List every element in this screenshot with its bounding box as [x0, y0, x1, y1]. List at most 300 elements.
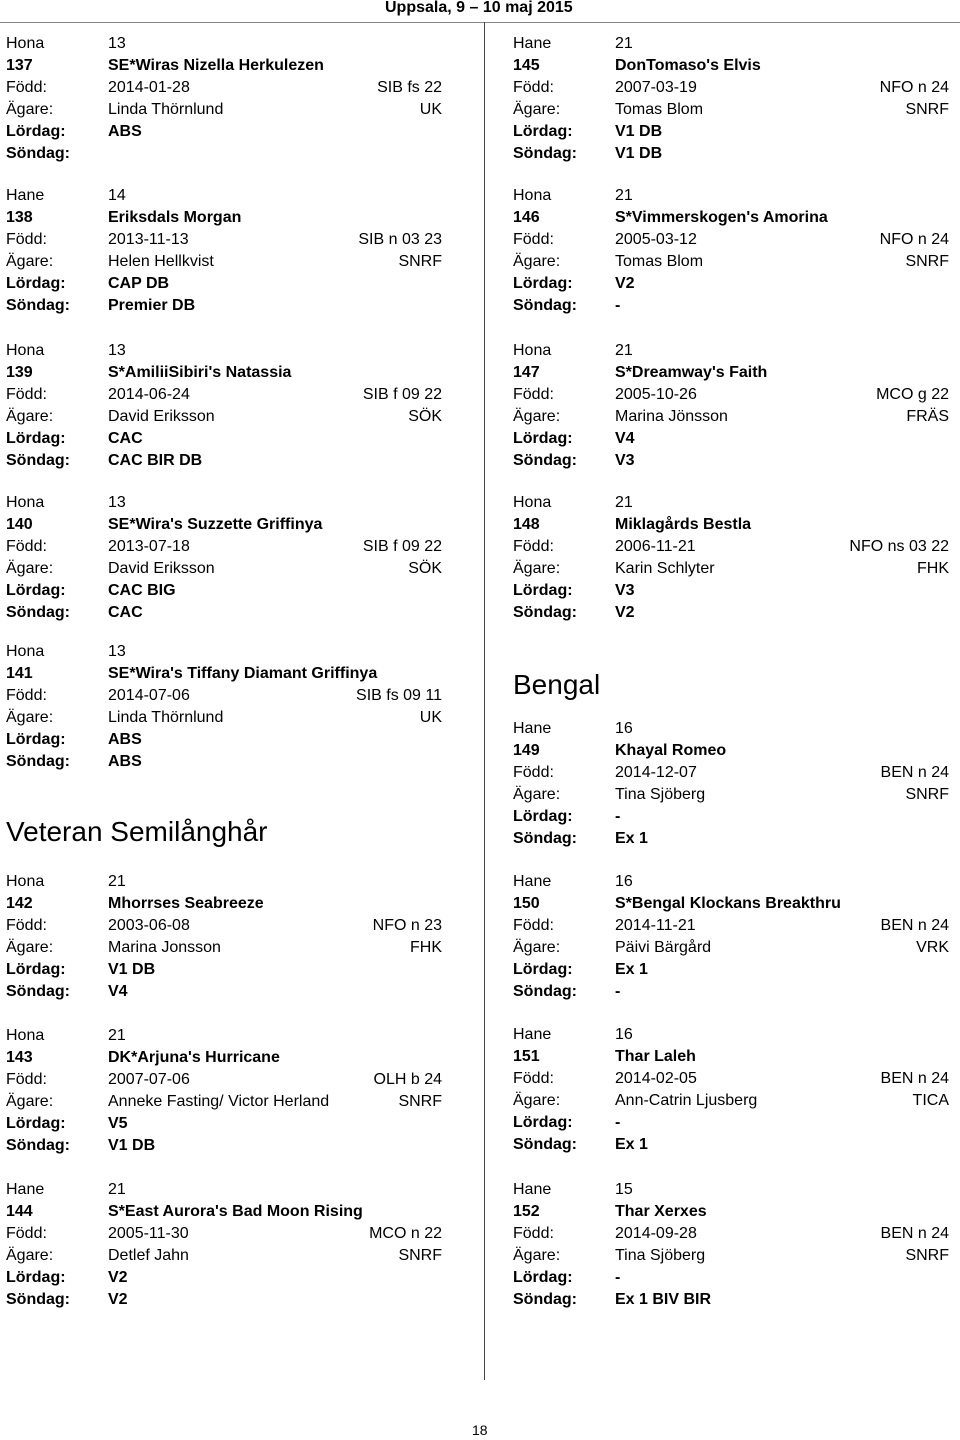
entry-born: 2014-11-21 — [615, 917, 696, 934]
sunday-label: Söndag: — [6, 983, 70, 1000]
entry-row — [6, 981, 446, 1003]
sunday-label: Söndag: — [513, 604, 577, 621]
saturday-label: Lördag: — [6, 961, 66, 978]
entry-row — [513, 1289, 953, 1311]
entry-row — [513, 1090, 953, 1112]
entry-saturday: CAC — [108, 430, 143, 447]
entry-name: Khayal Romeo — [615, 742, 727, 759]
entry-breed: SIB fs 22 — [377, 79, 442, 96]
entry-sex: Hane — [513, 873, 552, 890]
entry-born: 2014-02-05 — [615, 1070, 697, 1087]
entry-sex: Hona — [513, 494, 552, 511]
entry-sex: Hona — [6, 643, 45, 660]
entry-saturday: V2 — [615, 275, 635, 292]
saturday-label: Lördag: — [6, 275, 66, 292]
entry-name: S*AmiliiSibiri's Natassia — [108, 364, 292, 381]
entry-club: SNRF — [905, 253, 949, 270]
entry-number: 146 — [513, 209, 540, 226]
entry-sunday: V1 DB — [615, 145, 663, 162]
catalog-entry — [6, 340, 446, 469]
entry-name: DonTomaso's Elvis — [615, 57, 761, 74]
entry-born: 2005-03-12 — [615, 231, 697, 248]
entry-row — [6, 143, 446, 165]
entry-club: TICA — [912, 1092, 949, 1109]
entry-row — [6, 558, 446, 580]
catalog-entry — [513, 718, 953, 847]
entry-row — [6, 251, 446, 273]
entry-sunday: V1 DB — [108, 1137, 156, 1154]
entry-number: 150 — [513, 895, 540, 912]
entry-club: FRÄS — [906, 408, 949, 425]
entry-born: 2014-07-06 — [108, 687, 190, 704]
sunday-label: Söndag: — [513, 830, 577, 847]
entry-row — [6, 1267, 446, 1289]
entry-row — [513, 1046, 953, 1068]
entry-row — [6, 229, 446, 251]
entry-number: 139 — [6, 364, 33, 381]
entry-name: DK*Arjuna's Hurricane — [108, 1049, 280, 1066]
saturday-label: Lördag: — [513, 275, 573, 292]
entry-saturday: - — [615, 808, 621, 825]
entry-row — [513, 981, 953, 1003]
entry-name: SE*Wira's Tiffany Diamant Griffinya — [108, 665, 378, 682]
entry-saturday: V1 DB — [108, 961, 156, 978]
entry-club: FHK — [410, 939, 442, 956]
entry-sex: Hane — [513, 35, 552, 52]
sunday-label: Söndag: — [6, 1137, 70, 1154]
entry-born: 2014-01-28 — [108, 79, 190, 96]
entry-row — [513, 77, 953, 99]
entry-row — [513, 406, 953, 428]
entry-class: 21 — [615, 187, 633, 204]
entry-row — [513, 362, 953, 384]
entry-sex: Hona — [513, 342, 552, 359]
entry-row — [6, 340, 446, 362]
entry-saturday: V2 — [108, 1269, 128, 1286]
entry-owner: Tomas Blom — [615, 101, 704, 118]
born-label: Född: — [6, 687, 47, 704]
born-label: Född: — [513, 538, 554, 555]
sunday-label: Söndag: — [6, 297, 70, 314]
saturday-label: Lördag: — [513, 582, 573, 599]
entry-class: 21 — [108, 1181, 126, 1198]
entry-name: Thar Laleh — [615, 1048, 696, 1065]
entry-row — [6, 871, 446, 893]
entry-row — [513, 229, 953, 251]
entry-row — [513, 893, 953, 915]
entry-row — [6, 1135, 446, 1157]
entry-class: 21 — [108, 1027, 126, 1044]
entry-row — [513, 143, 953, 165]
entry-name: Miklagårds Bestla — [615, 516, 752, 533]
sunday-label: Söndag: — [6, 604, 70, 621]
entry-club: SNRF — [398, 253, 442, 270]
catalog-entry — [513, 185, 953, 314]
entry-breed: SIB f 09 22 — [362, 538, 442, 555]
entry-number: 152 — [513, 1203, 540, 1220]
owner-label: Ägare: — [513, 560, 561, 577]
entry-row — [6, 207, 446, 229]
entry-club: UK — [419, 101, 442, 118]
entry-row — [6, 428, 446, 450]
entry-breed: NFO n 24 — [879, 79, 949, 96]
entry-name: Eriksdals Morgan — [108, 209, 242, 226]
entry-row — [6, 1025, 446, 1047]
saturday-label: Lördag: — [6, 1115, 66, 1132]
catalog-entry — [6, 185, 446, 314]
catalog-entry — [6, 871, 446, 1000]
catalog-entry — [6, 33, 446, 162]
entry-saturday: V4 — [615, 430, 635, 447]
entry-row — [513, 718, 953, 740]
entry-name: SE*Wira's Suzzette Griffinya — [108, 516, 323, 533]
entry-number: 148 — [513, 516, 540, 533]
born-label: Född: — [6, 231, 47, 248]
entry-row — [513, 273, 953, 295]
entry-class: 13 — [108, 342, 126, 359]
entry-row — [6, 602, 446, 624]
entry-row — [6, 406, 446, 428]
entry-saturday: ABS — [108, 123, 142, 140]
catalog-entry — [513, 33, 953, 162]
entry-name: SE*Wiras Nizella Herkulezen — [108, 57, 324, 74]
entry-breed: OLH b 24 — [373, 1071, 442, 1088]
section-title: Veteran Semilånghår — [6, 816, 268, 847]
entry-owner: Tina Sjöberg — [615, 786, 706, 803]
entry-row — [513, 762, 953, 784]
entry-breed: NFO n 24 — [879, 231, 949, 248]
entry-breed: SIB n 03 23 — [358, 231, 442, 248]
entry-born: 2007-07-06 — [108, 1071, 190, 1088]
catalog-entry — [6, 1025, 446, 1154]
entry-owner: Detlef Jahn — [108, 1247, 189, 1264]
entry-row — [513, 121, 953, 143]
entry-name: S*East Aurora's Bad Moon Rising — [108, 1203, 363, 1220]
entry-sunday: CAC — [108, 604, 143, 621]
entry-row — [6, 33, 446, 55]
born-label: Född: — [513, 1225, 554, 1242]
entry-row — [6, 55, 446, 77]
entry-row — [513, 740, 953, 762]
entry-number: 142 — [6, 895, 33, 912]
entry-row — [6, 514, 446, 536]
born-label: Född: — [513, 231, 554, 248]
entry-row — [513, 251, 953, 273]
entry-sex: Hane — [6, 187, 45, 204]
owner-label: Ägare: — [513, 1247, 561, 1264]
sunday-label: Söndag: — [513, 983, 577, 1000]
entry-name: S*Dreamway's Faith — [615, 364, 768, 381]
entry-row — [513, 1179, 953, 1201]
entry-owner: Tina Sjöberg — [615, 1247, 706, 1264]
entry-breed: SIB fs 09 11 — [356, 687, 442, 704]
owner-label: Ägare: — [6, 709, 54, 726]
entry-born: 2007-03-19 — [615, 79, 697, 96]
entry-owner: Marina Jonsson — [108, 939, 221, 956]
entry-row — [6, 295, 446, 317]
owner-label: Ägare: — [513, 253, 561, 270]
entry-number: 145 — [513, 57, 540, 74]
entry-breed: SIB f 09 22 — [362, 386, 442, 403]
born-label: Född: — [513, 917, 554, 934]
catalog-entry — [6, 1179, 446, 1308]
entry-row — [513, 207, 953, 229]
entry-name: S*Vimmerskogen's Amorina — [615, 209, 828, 226]
entry-sunday: Ex 1 — [615, 830, 648, 847]
entry-saturday: V1 DB — [615, 123, 663, 140]
entry-saturday: CAC BIG — [108, 582, 176, 599]
header-title: Uppsala, 9 – 10 maj 2015 — [385, 0, 573, 16]
entry-born: 2006-11-21 — [615, 538, 696, 555]
entry-row — [513, 602, 953, 624]
born-label: Född: — [6, 386, 47, 403]
entry-row — [513, 558, 953, 580]
entry-club: UK — [419, 709, 442, 726]
owner-label: Ägare: — [6, 253, 54, 270]
born-label: Född: — [6, 538, 47, 555]
entry-number: 149 — [513, 742, 540, 759]
entry-breed: BEN n 24 — [880, 917, 949, 934]
entry-sunday: CAC BIR DB — [108, 452, 203, 469]
sunday-label: Söndag: — [513, 452, 577, 469]
entry-row — [513, 492, 953, 514]
entry-saturday: V3 — [615, 582, 635, 599]
catalog-entry — [6, 641, 446, 770]
entry-saturday: Ex 1 — [615, 961, 648, 978]
entry-name: S*Bengal Klockans Breakthru — [615, 895, 841, 912]
entry-row — [513, 536, 953, 558]
entry-sex: Hane — [513, 1181, 552, 1198]
entry-breed: MCO n 22 — [369, 1225, 442, 1242]
entry-number: 138 — [6, 209, 33, 226]
entry-row — [513, 428, 953, 450]
entry-saturday: - — [615, 1269, 621, 1286]
entry-club: SÖK — [408, 560, 442, 577]
entry-owner: Helen Hellkvist — [108, 253, 214, 270]
entry-row — [6, 937, 446, 959]
owner-label: Ägare: — [513, 1092, 561, 1109]
page-number: 18 — [472, 1422, 488, 1438]
entry-owner: Tomas Blom — [615, 253, 704, 270]
entry-row — [6, 1201, 446, 1223]
saturday-label: Lördag: — [6, 123, 66, 140]
section-title: Bengal — [513, 669, 601, 700]
entry-class: 15 — [615, 1181, 633, 1198]
entry-row — [6, 1069, 446, 1091]
entry-number: 137 — [6, 57, 33, 74]
entry-owner: David Eriksson — [108, 408, 215, 425]
saturday-label: Lördag: — [513, 1269, 573, 1286]
entry-row — [513, 1024, 953, 1046]
entry-class: 16 — [615, 720, 633, 737]
saturday-label: Lördag: — [513, 430, 573, 447]
entry-number: 151 — [513, 1048, 540, 1065]
entry-row — [513, 384, 953, 406]
saturday-label: Lördag: — [513, 808, 573, 825]
entry-owner: Marina Jönsson — [615, 408, 728, 425]
entry-sunday: V4 — [108, 983, 128, 1000]
entry-row — [6, 450, 446, 472]
entry-number: 147 — [513, 364, 540, 381]
catalog-entry — [513, 1179, 953, 1308]
entry-sex: Hane — [6, 1181, 45, 1198]
sunday-label: Söndag: — [513, 1291, 577, 1308]
entry-born: 2014-06-24 — [108, 386, 190, 403]
owner-label: Ägare: — [6, 101, 54, 118]
sunday-label: Söndag: — [6, 452, 70, 469]
saturday-label: Lördag: — [6, 1269, 66, 1286]
entry-row — [6, 1047, 446, 1069]
entry-sex: Hane — [513, 1026, 552, 1043]
entry-number: 140 — [6, 516, 33, 533]
entry-row — [6, 99, 446, 121]
saturday-label: Lördag: — [6, 582, 66, 599]
entry-row — [513, 828, 953, 850]
entry-row — [6, 751, 446, 773]
entry-row — [6, 580, 446, 602]
born-label: Född: — [6, 1225, 47, 1242]
catalog-entry — [513, 492, 953, 621]
entry-row — [513, 340, 953, 362]
entry-born: 2014-12-07 — [615, 764, 697, 781]
entry-owner: Karin Schlyter — [615, 560, 715, 577]
born-label: Född: — [513, 79, 554, 96]
entry-row — [513, 784, 953, 806]
entry-breed: BEN n 24 — [880, 1225, 949, 1242]
owner-label: Ägare: — [6, 560, 54, 577]
entry-saturday: - — [615, 1114, 621, 1131]
entry-number: 143 — [6, 1049, 33, 1066]
entry-born: 2003-06-08 — [108, 917, 190, 934]
born-label: Född: — [6, 1071, 47, 1088]
entry-name: Thar Xerxes — [615, 1203, 707, 1220]
entry-breed: NFO n 23 — [372, 917, 442, 934]
entry-sunday: Premier DB — [108, 297, 196, 314]
entry-class: 13 — [108, 35, 126, 52]
entry-sex: Hona — [6, 35, 45, 52]
entry-row — [513, 1245, 953, 1267]
entry-class: 16 — [615, 873, 633, 890]
entry-sex: Hona — [6, 342, 45, 359]
born-label: Född: — [6, 917, 47, 934]
entry-row — [6, 893, 446, 915]
entry-club: SNRF — [905, 1247, 949, 1264]
entry-row — [513, 937, 953, 959]
entry-class: 21 — [615, 494, 633, 511]
entry-number: 144 — [6, 1203, 33, 1220]
entry-row — [513, 1112, 953, 1134]
column-divider — [484, 22, 485, 1380]
sunday-label: Söndag: — [6, 1291, 70, 1308]
entry-row — [513, 55, 953, 77]
entry-sunday: - — [615, 983, 621, 1000]
owner-label: Ägare: — [513, 786, 561, 803]
entry-row — [513, 871, 953, 893]
owner-label: Ägare: — [6, 939, 54, 956]
entry-owner: David Eriksson — [108, 560, 215, 577]
sunday-label: Söndag: — [6, 145, 70, 162]
entry-row — [6, 685, 446, 707]
entry-row — [6, 77, 446, 99]
saturday-label: Lördag: — [513, 961, 573, 978]
entry-row — [6, 492, 446, 514]
entry-row — [6, 1223, 446, 1245]
entry-row — [6, 536, 446, 558]
entry-row — [6, 729, 446, 751]
owner-label: Ägare: — [513, 939, 561, 956]
entry-sex: Hona — [6, 494, 45, 511]
entry-sunday: - — [615, 297, 621, 314]
entry-row — [6, 707, 446, 729]
entry-sunday: Ex 1 — [615, 1136, 648, 1153]
entry-club: FHK — [917, 560, 949, 577]
entry-row — [6, 384, 446, 406]
entry-row — [6, 641, 446, 663]
saturday-label: Lördag: — [6, 731, 66, 748]
entry-sunday: V2 — [615, 604, 635, 621]
entry-row — [513, 1201, 953, 1223]
entry-sunday: ABS — [108, 753, 142, 770]
entry-row — [6, 1113, 446, 1135]
entry-club: SNRF — [905, 101, 949, 118]
entry-saturday: V5 — [108, 1115, 128, 1132]
catalog-entry — [513, 1024, 953, 1153]
right-column — [513, 0, 953, 1440]
entry-row — [513, 33, 953, 55]
born-label: Född: — [513, 764, 554, 781]
entry-row — [513, 806, 953, 828]
entry-row — [513, 1267, 953, 1289]
entry-sex: Hane — [513, 720, 552, 737]
entry-born: 2005-11-30 — [108, 1225, 189, 1242]
entry-row — [6, 1091, 446, 1113]
entry-row — [6, 1245, 446, 1267]
entry-sex: Hona — [513, 187, 552, 204]
entry-club: SÖK — [408, 408, 442, 425]
born-label: Född: — [513, 386, 554, 403]
entry-row — [6, 959, 446, 981]
entry-born: 2005-10-26 — [615, 386, 697, 403]
saturday-label: Lördag: — [513, 1114, 573, 1131]
entry-name: Mhorrses Seabreeze — [108, 895, 264, 912]
entry-club: VRK — [916, 939, 949, 956]
entry-row — [513, 1223, 953, 1245]
sunday-label: Söndag: — [513, 297, 577, 314]
entry-club: SNRF — [398, 1093, 442, 1110]
born-label: Född: — [513, 1070, 554, 1087]
entry-sunday: V2 — [108, 1291, 128, 1308]
entry-owner: Anneke Fasting/ Victor Herland — [108, 1093, 330, 1110]
entry-class: 21 — [108, 873, 126, 890]
owner-label: Ägare: — [513, 101, 561, 118]
entry-row — [6, 1179, 446, 1201]
owner-label: Ägare: — [6, 1093, 54, 1110]
entry-sex: Hona — [6, 1027, 45, 1044]
entry-owner: Linda Thörnlund — [108, 101, 224, 118]
entry-row — [513, 959, 953, 981]
saturday-label: Lördag: — [513, 123, 573, 140]
entry-number: 141 — [6, 665, 33, 682]
owner-label: Ägare: — [6, 1247, 54, 1264]
entry-saturday: CAP DB — [108, 275, 170, 292]
entry-sunday: V3 — [615, 452, 635, 469]
entry-row — [513, 514, 953, 536]
entry-breed: NFO ns 03 22 — [849, 538, 949, 555]
entry-row — [513, 915, 953, 937]
saturday-label: Lördag: — [6, 430, 66, 447]
entry-breed: MCO g 22 — [876, 386, 949, 403]
entry-sunday: Ex 1 BIV BIR — [615, 1291, 712, 1308]
